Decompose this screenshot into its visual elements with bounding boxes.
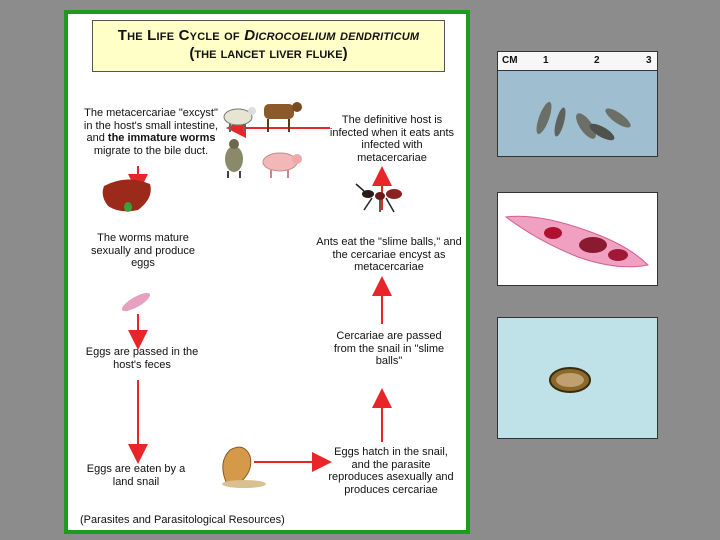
diagram-subtitle: (the lancet liver fluke) xyxy=(189,45,348,62)
life-cycle-diagram-panel xyxy=(64,10,470,534)
step-excyst: The metacercariae "excyst" in the host's small intestine, and the immature worms migrate to the bile duct. xyxy=(83,107,219,157)
ruler-tick-2: 2 xyxy=(594,55,600,66)
ant-icon xyxy=(356,184,402,212)
pig-icon xyxy=(263,153,302,178)
step-cercariae: Cercariae are passed from the snail in "slime balls" xyxy=(333,330,445,367)
step-host-infected: The definitive host is infected when it eats ants infected with metacercariae xyxy=(329,114,455,164)
ruler-cm-label: CM xyxy=(502,55,518,66)
flukes-graphic xyxy=(498,52,657,156)
ruler-tick-1: 1 xyxy=(543,55,549,66)
egg-graphic xyxy=(498,318,657,438)
step-hatch: Eggs hatch in the snail, and the parasite reproduces asexually and produces cercariae xyxy=(328,446,454,496)
goat-icon xyxy=(225,139,243,178)
step-eggs-eaten: Eggs are eaten by a land snail xyxy=(86,463,186,488)
liver-icon xyxy=(103,179,151,212)
source-credit: (Parasites and Parasitological Resources) xyxy=(80,514,285,526)
adult-worm-icon xyxy=(120,290,153,315)
step-mature: The worms mature sexually and produce eggs xyxy=(91,232,195,269)
snail-icon xyxy=(222,447,266,488)
stained-fluke-graphic xyxy=(498,193,657,285)
stained-adult-fluke-photo xyxy=(497,192,658,286)
step-eggs-passed: Eggs are passed in the host's feces xyxy=(85,346,199,371)
ruler-tick-3: 3 xyxy=(646,55,652,66)
diagram-title: The Life Cycle of Dicrocoelium dendriticum xyxy=(117,27,420,44)
diagram-graphics xyxy=(68,14,466,530)
adult-flukes-photo xyxy=(497,51,658,157)
step-ants: Ants eat the "slime balls," and the cercariae encyst as metacercariae xyxy=(316,236,462,273)
fluke-egg-photo xyxy=(497,317,658,439)
